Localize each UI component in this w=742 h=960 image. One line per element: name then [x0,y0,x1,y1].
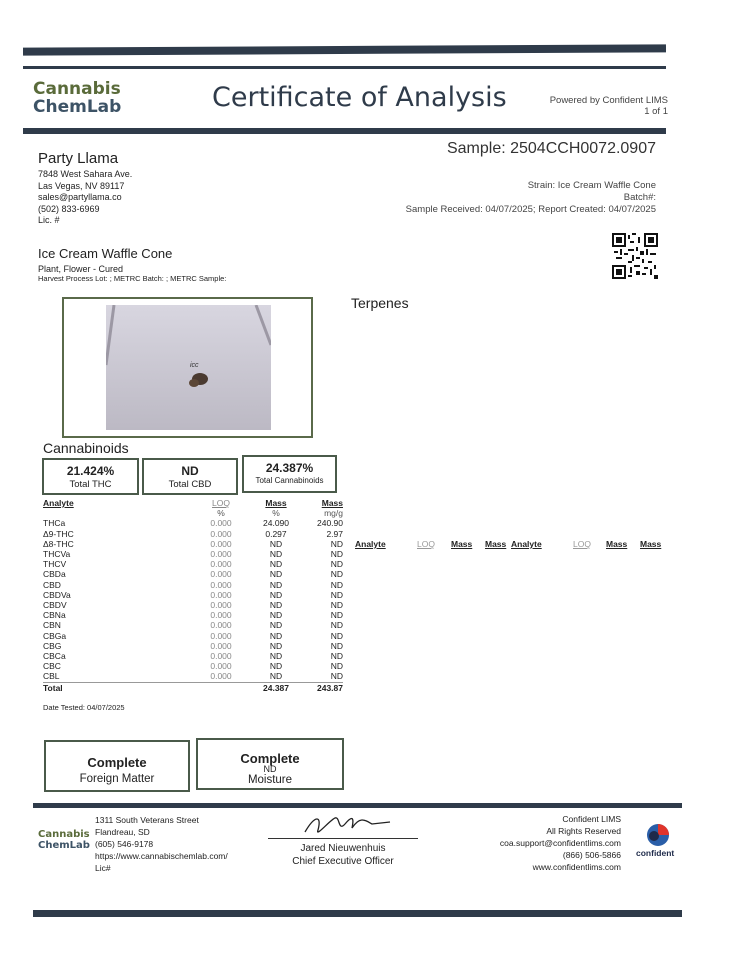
sample-photo-frame [62,297,313,438]
cell-loq: 0.000 [210,620,232,631]
terp-col-mass-4: Mass [640,539,662,549]
signer-name: Jared Nieuwenhuis [300,843,386,854]
cell-loq: 0.000 [210,600,232,611]
cell-mass-pct: ND [269,620,283,631]
table-row [43,641,343,651]
client-address1: 7848 West Sahara Ave. [38,169,133,179]
col-analyte: Analyte [43,498,74,508]
terp-col-loq-1: LOQ [417,539,435,549]
table-row [43,539,343,549]
photo-tray-icon [106,305,271,430]
table-row [43,631,343,641]
cell-mass-pct: ND [269,600,283,611]
terp-col-mass-2: Mass [485,539,507,549]
cell-mass-pct: ND [269,671,283,682]
sample-photo [106,305,271,430]
cell-analyte: THCV [43,559,67,570]
cell-mass-pct: ND [269,651,283,662]
cell-loq: 0.000 [210,569,232,580]
col-mass-mg: Mass [321,498,343,508]
total-label: Total [43,682,191,693]
sample-info [406,180,656,216]
cell-loq: 0.000 [210,559,232,570]
table-row [43,569,343,579]
cell-mass-mg: ND [330,610,343,621]
moisture-sub: ND [263,764,277,774]
footer-address-line: (605) 546-9178 [95,839,154,849]
cell-analyte: CBD [43,579,61,590]
logo-line1: Cannabis [33,79,121,99]
cell-mass-mg: ND [330,640,343,651]
total-mass-mg: 243.87 [301,682,343,693]
date-tested: Date Tested: 04/07/2025 [43,703,125,712]
foreign-matter-box [44,740,190,792]
cell-mass-mg: ND [330,579,343,590]
cell-loq: 0.000 [210,528,232,539]
sample-id: Sample: 2504CCH0072.0907 [446,140,656,157]
cell-mass-pct: ND [269,579,283,590]
cell-mass-pct: ND [269,661,283,672]
table-row [43,600,343,610]
cell-analyte: THCa [43,518,66,529]
photo-label: icc [190,362,199,369]
powered-by [550,95,668,117]
sample-batch: Batch#: [623,192,656,203]
cell-mass-mg: ND [330,549,343,560]
unit-mass-mg: mg/g [324,508,343,519]
footer-logo-line1: Cannabis [38,829,90,840]
unit-mass-pct: % [272,508,280,519]
cell-analyte: CBCa [43,651,66,662]
qr-code-icon [612,233,658,279]
cell-analyte: CBDVa [43,589,71,600]
summary-total-cbd [142,458,238,495]
total-row [43,682,343,693]
cell-mass-pct: ND [269,569,283,580]
total-loq [191,682,251,693]
lims-line: coa.support@confidentlims.com [499,838,621,848]
cell-mass-mg: ND [330,569,343,580]
cell-mass-mg: ND [330,630,343,641]
cannabinoids-heading: Cannabinoids [43,440,129,456]
lims-line: (866) 506-5866 [562,850,621,860]
footer-logo-line2: ChemLab [38,839,90,851]
footer-address [95,814,228,874]
sample-strain: Strain: Ice Cream Waffle Cone [527,180,656,191]
col-mass-pct: Mass [265,498,287,508]
table-row [43,620,343,630]
cell-loq: 0.000 [210,518,232,529]
cell-analyte: CBL [43,671,60,682]
client-license: Lic. # [38,215,60,225]
table-row [43,590,343,600]
terpenes-heading: Terpenes [351,295,409,311]
total-thc-label: Total THC [69,479,112,490]
terpenes-table-header [355,539,666,549]
cell-loq: 0.000 [210,579,232,590]
table-row [43,651,343,661]
cell-loq: 0.000 [210,538,232,549]
lims-line: All Rights Reserved [546,826,621,836]
logo-line2: ChemLab [33,96,122,117]
footer-bottom-bar [33,910,682,917]
total-cannabinoids-value: 24.387% [265,461,314,475]
moisture-label: Moisture [247,774,293,786]
cell-analyte: CBDV [43,600,67,611]
cell-mass-mg: ND [330,620,343,631]
cell-mass-mg: 240.90 [317,518,343,529]
table-row [43,559,343,569]
product-block [38,246,226,283]
header-divider [23,128,666,134]
table-header-row [43,498,343,508]
cell-mass-mg: ND [330,651,343,662]
cell-mass-mg: ND [330,661,343,672]
cell-mass-mg: ND [330,600,343,611]
total-cbd-value: ND [181,464,199,478]
unit-loq: % [217,508,225,519]
powered-by-text: Powered by Confident LIMS [549,95,668,106]
cell-mass-pct: ND [269,549,283,560]
cell-mass-pct: ND [269,589,283,600]
signer-title: Chief Executive Officer [292,856,394,867]
page-number: 1 of 1 [644,106,668,117]
cell-mass-pct: 24.090 [263,518,289,529]
lims-line: Confident LIMS [562,814,621,824]
units-row [43,508,343,518]
cell-analyte: CBDa [43,569,66,580]
terp-col-loq-2: LOQ [573,539,591,549]
table-row [43,661,343,671]
client-name: Party Llama [38,150,119,167]
cell-mass-mg: ND [330,589,343,600]
total-mass-pct: 24.387 [251,682,301,693]
signature-icon [300,810,410,840]
lims-block [500,813,621,873]
footer-address-line: Flandreau, SD [95,827,150,837]
table-row [43,610,343,620]
col-loq: LOQ [212,498,230,508]
confident-logo-icon [646,822,670,848]
product-name: Ice Cream Waffle Cone [38,246,173,261]
cell-loq: 0.000 [210,661,232,672]
signature-line [268,838,418,839]
table-row [43,529,343,539]
cell-mass-pct: ND [269,559,283,570]
lab-logo [33,81,121,117]
terp-col-mass-3: Mass [606,539,628,549]
page-title: Certificate of Analysis [212,82,507,113]
cell-loq: 0.000 [210,640,232,651]
cell-loq: 0.000 [210,589,232,600]
table-row [43,580,343,590]
cell-analyte: Δ9-THC [43,528,74,539]
cell-mass-pct: ND [269,630,283,641]
footer-top-bar [33,803,682,808]
cannabinoids-table [43,498,343,693]
cell-analyte: CBGa [43,630,67,641]
signer-block [268,842,418,868]
terp-col-analyte-2: Analyte [511,539,542,549]
cell-mass-mg: ND [330,671,343,682]
lims-line: www.confidentlims.com [532,862,621,872]
cell-analyte: CBN [43,620,61,631]
foreign-matter-label: Foreign Matter [79,773,155,785]
total-thc-value: 21.424% [66,464,115,478]
cell-mass-pct: 0.297 [265,528,287,539]
cell-mass-mg: ND [330,559,343,570]
cell-analyte: THCVa [43,549,71,560]
client-address2: Las Vegas, NV 89117 [38,180,125,191]
top-bar-thin [23,66,666,69]
table-row [43,518,343,528]
foreign-matter-status: Complete [87,755,147,770]
cell-analyte: Δ8-THC [43,538,74,549]
cell-mass-pct: ND [269,640,283,651]
cell-loq: 0.000 [210,549,232,560]
lot-info: Harvest Process Lot: ; METRC Batch: ; METRC Sample: [38,274,227,283]
cell-analyte: CBNa [43,610,66,621]
cell-analyte: CBG [43,640,62,651]
cell-analyte: CBC [43,661,61,672]
cell-loq: 0.000 [210,610,232,621]
client-block [38,150,132,227]
total-cannabinoids-label: Total Cannabinoids [255,476,324,485]
moisture-status: Complete [240,751,300,766]
top-bar-thick [23,44,666,55]
table-row [43,549,343,559]
cell-mass-pct: ND [269,610,283,621]
cell-loq: 0.000 [210,651,232,662]
cell-mass-pct: ND [269,538,283,549]
terp-col-mass-1: Mass [451,539,473,549]
summary-total-cannabinoids [242,455,337,493]
footer-address-line: 1311 South Veterans Street [95,815,199,825]
sample-dates: Sample Received: 04/07/2025; Report Created: 04/07/2025 [405,204,656,215]
footer-address-line: https://www.cannabischemlab.com/ [95,851,228,861]
footer-address-line: Lic# [95,863,111,873]
cell-mass-mg: 2.97 [326,528,343,539]
product-type: Plant, Flower - Cured [38,264,124,274]
table-row [43,671,343,682]
moisture-box [196,738,344,790]
total-cbd-label: Total CBD [168,479,212,490]
confident-logo-text: confident [636,848,675,858]
client-phone: (502) 833-6969 [38,203,100,214]
cell-loq: 0.000 [210,630,232,641]
summary-total-thc [42,458,139,495]
cell-loq: 0.000 [210,671,232,682]
footer-logo [38,830,90,851]
terp-col-analyte-1: Analyte [355,539,386,549]
cell-mass-mg: ND [330,538,343,549]
client-email: sales@partyllama.co [38,192,122,202]
